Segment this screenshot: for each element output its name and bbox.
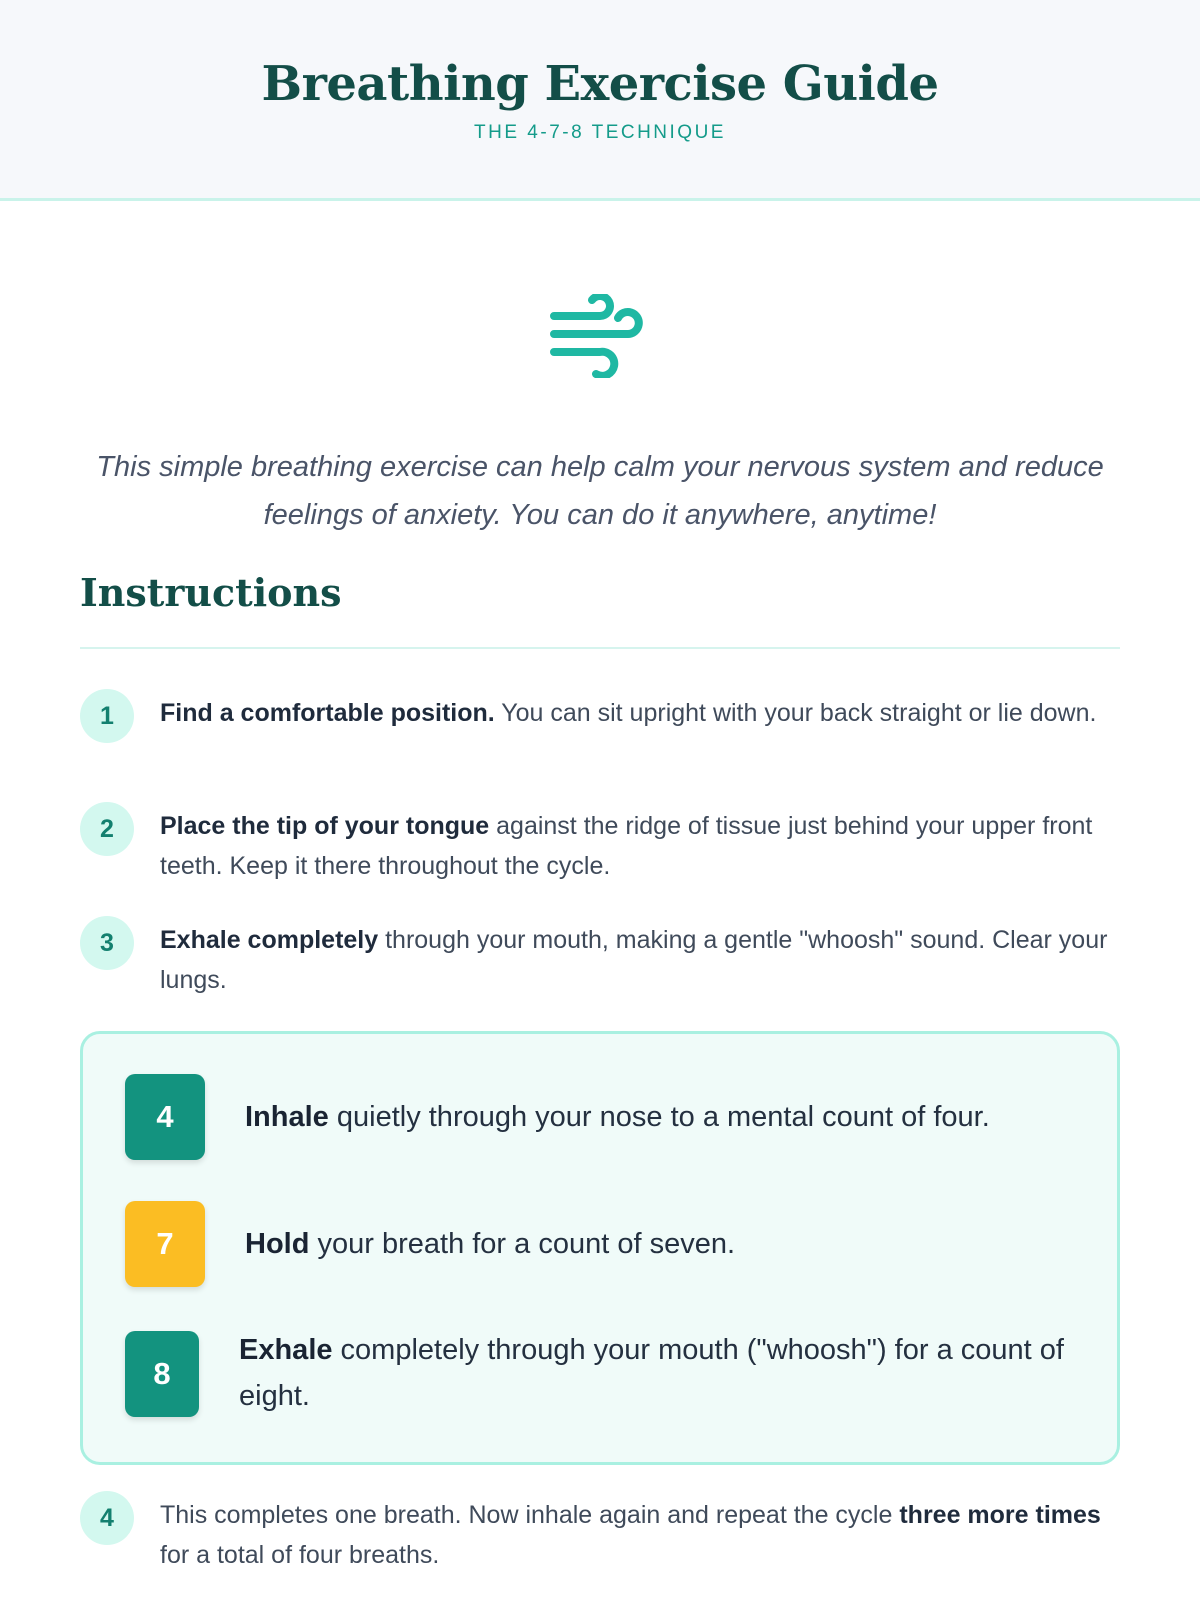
step-detail: You can sit upright with your back straight or lie down. [494,699,1097,727]
phase-text [245,1221,1085,1267]
phase-text [245,1094,1085,1140]
page-subtitle: THE 4-7-8 TECHNIQUE [474,122,726,143]
step-emphasis: Place the tip of your tongue [160,812,490,840]
step-number-badge: 1 [80,689,134,743]
count-badge: 8 [125,1331,199,1417]
phase-detail: quietly through your nose to a mental count of four. [328,1101,990,1133]
step-text [160,1495,1110,1575]
phase-detail: your breath for a count of seven. [309,1228,736,1260]
step-text [160,806,1110,886]
step-detail: against the ridge of tissue just behind your upper front teeth. Keep it there throughout the cycle. [160,812,1093,880]
step-emphasis: Exhale completely [160,926,379,954]
section-divider [80,647,1120,649]
phase-action: Hold [245,1228,310,1260]
step-number-badge: 2 [80,802,134,856]
instructions-heading: Instructions [80,570,342,615]
phase-detail: completely through your mouth ("whoosh") for a count of eight. [239,1334,1064,1412]
count-badge: 4 [125,1074,205,1160]
wind-icon [550,294,650,378]
step-detail-end: for a total of four breaths. [160,1541,440,1569]
breathing-cycle-box [80,1031,1120,1465]
step-text [160,920,1110,1000]
phase-action: Exhale [239,1334,333,1366]
phase-text [239,1327,1079,1419]
step-number-badge: 4 [80,1491,134,1545]
phase-action: Inhale [245,1101,329,1133]
intro-text: This simple breathing exercise can help calm your nervous system and reduce feelings of anxiety. You can do it anywhere, anytime! [96,451,1104,531]
step-detail: This completes one breath. Now inhale again and repeat the cycle [160,1501,900,1529]
step-number-badge: 3 [80,916,134,970]
step-emphasis: three more times [899,1501,1101,1529]
count-badge: 7 [125,1201,205,1287]
step-detail: through your mouth, making a gentle "whoosh" sound. Clear your lungs. [160,926,1108,994]
page-title: Breathing Exercise Guide [261,56,939,112]
page-header [0,0,1200,201]
step-emphasis: Find a comfortable position. [160,699,495,727]
step-text [160,693,1110,733]
